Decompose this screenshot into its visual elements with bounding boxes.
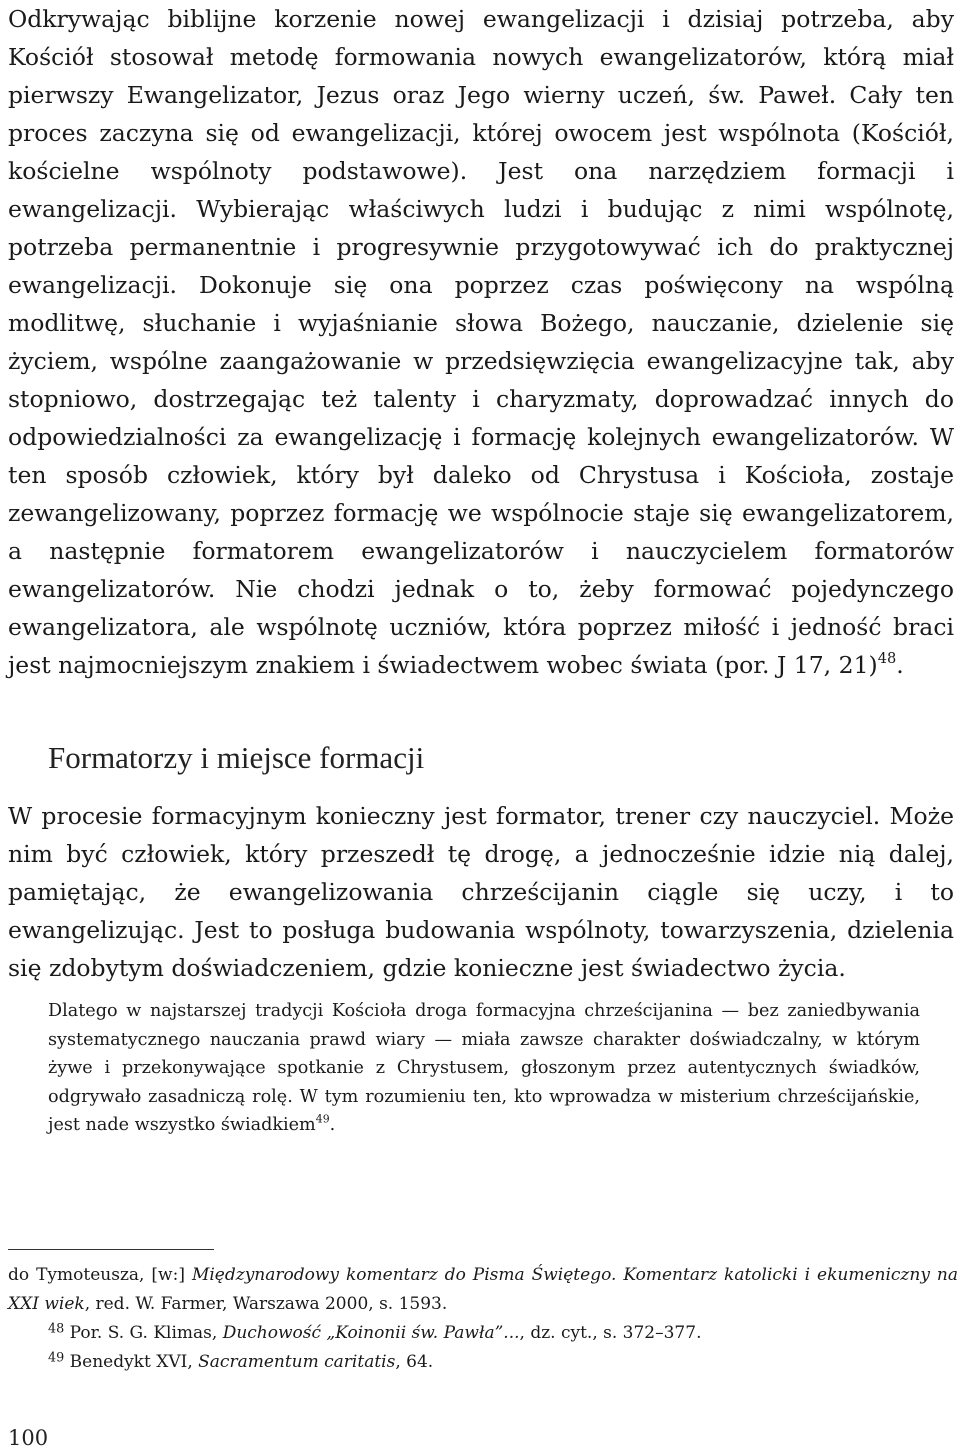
section-paragraph: W procesie formacyjnym konieczny jest formator, trener czy nauczyciel. Może nim być człowiek, który przeszedł tę drogę, a jednocześnie idzie nią dalej, pamiętając, że ewangelizowania chrześcijanin ciągle się uczy, i to ewangelizując. Jest to posługa budowania wspólnoty, towarzyszenia, dzielenia się zdobytym doświadczeniem, gdzie konieczne jest świadectwo życia.	[8, 802, 954, 982]
quote-text: Dlatego w najstarszej tradycji Kościoła droga formacyjna chrześcijanina — bez zaniedbywania systematycznego nauczania prawd wiary — miała zawsze charakter doświadczalny, w którym żywe i przekonywające spotkanie z Chrystusem, głoszonym przez autentycznych świadków, odgrywało zasadniczą rolę. W tym rozumieniu ten, kto wprowadza w misterium chrześcijańskie, jest nade wszystko świadkiem	[48, 1001, 920, 1135]
cited-title: Duchowość „Koinonii św. Pawła”...	[222, 1323, 520, 1343]
paragraph-end: .	[896, 651, 904, 679]
cited-title: Sacramentum caritatis	[198, 1352, 396, 1372]
section-heading: Formatorzy i miejsce formacji	[48, 740, 425, 775]
footnote-number: 48	[48, 1321, 65, 1337]
footnote-separator	[8, 1249, 214, 1250]
block-quote	[48, 997, 920, 1140]
footnotes	[8, 1261, 958, 1377]
page-number: 100	[8, 1426, 49, 1450]
body-paragraph	[8, 0, 954, 684]
paragraph-text: Odkrywając biblijne korzenie nowej ewangelizacji i dzisiaj potrzeba, aby Kościół stosował metodę formowania nowych ewangelizatorów, którą miał pierwszy Ewangelizator, Jezus oraz Jego wierny uczeń, św. Paweł. Cały ten proces zaczyna się od ewangelizacji, której owocem jest wspólnota (Kościół, kościelne wspólnoty podstawowe). Jest ona narzędziem formacji i ewangelizacji. Wybierając właściwych ludzi i budując z nimi wspólnotę, potrzeba permanentnie i progresywnie przygotowywać ich do praktycznej ewangelizacji. Dokonuje się ona poprzez czas poświęcony na wspólną modlitwę, słuchanie i wyjaśnianie słowa Bożego, nauczanie, dzielenie się życiem, wspólne zaangażowanie w przedsięwzięcia ewangelizacyjne tak, aby stopniowo, dostrzegając też talenty i charyzmaty, doprowadzać innych do odpowiedzialności za ewangelizację i formację kolejnych ewangelizatorów. W ten sposób człowiek, który był daleko od Chrystusa i Kościoła, zostaje zewangelizowany, poprzez formację we wspólnocie staje się ewangelizatorem, a następnie formatorem ewangelizatorów i nauczycielem formatorów ewangelizatorów. Nie chodzi jednak o to, żeby formować pojedynczego ewangelizatora, ale wspólnotę uczniów, która poprzez miłość i jedność braci jest najmocniejszym znakiem i świadectwem wobec świata (por. J 17, 21)	[8, 5, 954, 679]
footnote-continuation: do Tymoteusza, [w:] Międzynarodowy komentarz do Pisma Świętego. Komentarz katolicki i ekumeniczny na XXI wiek, red. W. Farmer, Warszawa 2000, s. 1593.	[8, 1265, 959, 1314]
footnote-49: $^{49}$ Benedykt XVI, Sacramentum caritatis, 64.	[48, 1350, 434, 1372]
footnote-number: 49	[48, 1350, 65, 1366]
cited-title: Międzynarodowy komentarz do Pisma Świętego. Komentarz katolicki i ekumeniczny na XXI wiek	[8, 1265, 959, 1314]
footnote-reference[interactable]: 49	[315, 1112, 330, 1126]
footnote-48: $^{48}$ Por. S. G. Klimas, Duchowość „Koinonii św. Pawła”..., dz. cyt., s. 372–377.	[48, 1321, 702, 1343]
footnote-reference[interactable]: 48	[877, 649, 897, 667]
quote-end: .	[329, 1115, 336, 1135]
